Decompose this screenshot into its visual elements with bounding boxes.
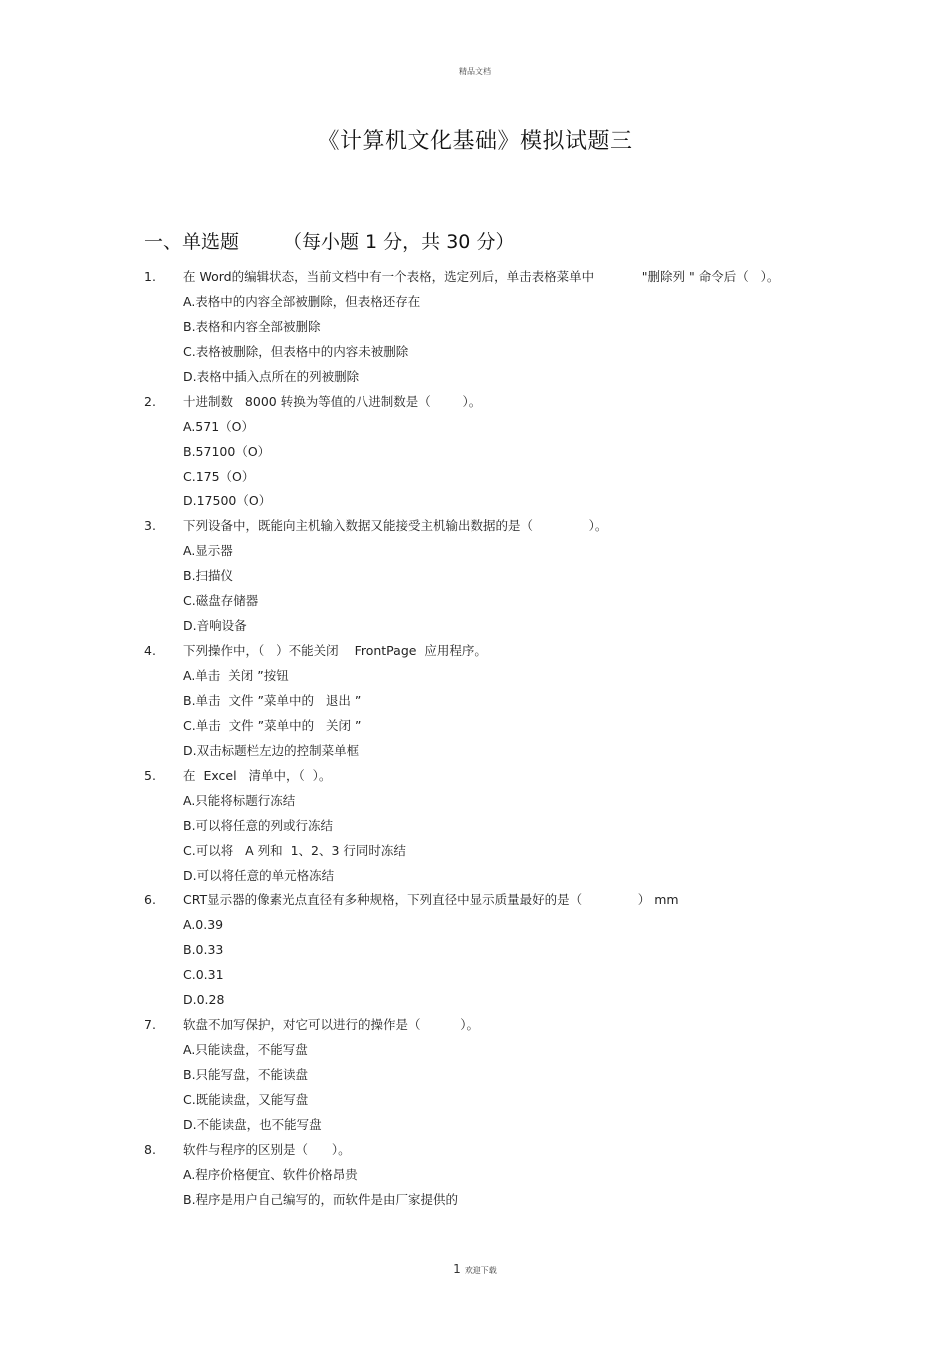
question-item	[0, 1138, 950, 1213]
answer-option-text: D.17500（O）	[183, 493, 272, 509]
answer-option	[0, 564, 950, 589]
answer-option	[0, 814, 950, 839]
answer-option	[0, 864, 950, 889]
footer-text: 欢迎下载	[464, 1266, 497, 1275]
answer-option-text: B.扫描仪	[183, 568, 234, 584]
question-item	[0, 764, 950, 889]
answer-option-text: A.单击 关闭 ”按钮	[183, 668, 289, 683]
answer-option	[0, 1088, 950, 1113]
question-stem-line	[0, 390, 950, 415]
section-scoring-note: （每小题 1 分，共 30 分）	[283, 231, 515, 253]
answer-option-text: A.显示器	[183, 543, 233, 559]
section-title: 一、单选题	[144, 231, 240, 253]
question-stem-line	[0, 888, 950, 913]
question-number: 1.	[144, 269, 156, 284]
page-number: 1	[453, 1262, 461, 1276]
question-stem-line	[0, 514, 950, 539]
answer-option	[0, 789, 950, 814]
question-stem: 在 Excel 清单中，（ ）。	[183, 767, 332, 783]
question-stem: 在 Word的编辑状态，当前文档中有一个表格，选定列后，单击表格菜单中 "删除列 " 命令后（ ）。	[183, 269, 780, 284]
answer-option-text: C.磁盘存储器	[183, 593, 259, 609]
page-footer	[0, 1258, 950, 1277]
question-number: 7.	[144, 1017, 156, 1033]
question-stem: 软盘不加写保护，对它可以进行的操作是（ ）。	[183, 1017, 479, 1033]
answer-option	[0, 614, 950, 639]
answer-option	[0, 539, 950, 564]
answer-option-text: C.175（O）	[183, 468, 255, 484]
answer-option-text: A.只能将标题行冻结	[183, 792, 296, 808]
question-list	[0, 265, 950, 1213]
answer-option	[0, 290, 950, 315]
answer-option-text: C.0.31	[183, 967, 224, 983]
answer-option	[0, 1063, 950, 1088]
answer-option	[0, 365, 950, 390]
question-item	[0, 639, 950, 764]
section-heading	[144, 227, 514, 254]
question-stem: 下列设备中，既能向主机输入数据又能接受主机输出数据的是（ ）。	[183, 518, 608, 534]
answer-option-text: D.可以将任意的单元格冻结	[183, 867, 335, 883]
answer-option	[0, 440, 950, 465]
question-stem-line	[0, 764, 950, 789]
document-title: 《计算机文化基础》模拟试题三	[317, 129, 633, 154]
answer-option	[0, 714, 950, 739]
answer-option	[0, 913, 950, 938]
question-item	[0, 1013, 950, 1138]
answer-option	[0, 839, 950, 864]
answer-option-text: D.0.28	[183, 992, 225, 1008]
question-item	[0, 514, 950, 639]
answer-option-text: D.表格中插入点所在的列被删除	[183, 368, 360, 384]
answer-option-text: B.57100（O）	[183, 443, 271, 459]
question-number: 4.	[144, 643, 156, 659]
question-item	[0, 390, 950, 515]
answer-option-text: B.0.33	[183, 942, 224, 958]
answer-option	[0, 1038, 950, 1063]
question-stem-line	[0, 265, 950, 290]
question-number: 8.	[144, 1141, 156, 1157]
answer-option	[0, 1113, 950, 1138]
question-stem-line	[0, 1013, 950, 1038]
answer-option	[0, 739, 950, 764]
answer-option	[0, 589, 950, 614]
answer-option-text: A.只能读盘，不能写盘	[183, 1042, 308, 1058]
answer-option-text: C.既能读盘，又能写盘	[183, 1091, 309, 1107]
answer-option	[0, 689, 950, 714]
answer-option	[0, 340, 950, 365]
answer-option-text: B.表格和内容全部被删除	[183, 318, 321, 334]
answer-option	[0, 1188, 950, 1213]
answer-option-text: B.单击 文件 ”菜单中的 退出 ”	[183, 692, 362, 708]
answer-option-text: A.程序价格便宜、软件价格昂贵	[183, 1166, 358, 1182]
question-stem: 下列操作中，（ ）不能关闭 FrontPage 应用程序。	[183, 643, 487, 659]
answer-option	[0, 938, 950, 963]
answer-option	[0, 489, 950, 514]
answer-option	[0, 415, 950, 440]
answer-option-text: A.0.39	[183, 917, 224, 933]
answer-option-text: D.双击标题栏左边的控制菜单框	[183, 742, 360, 758]
answer-option-text: B.可以将任意的列或行冻结	[183, 817, 334, 833]
answer-option	[0, 664, 950, 689]
answer-option-text: B.程序是用户自己编写的，而软件是由厂家提供的	[183, 1191, 459, 1207]
question-stem: 十进制数 8000 转换为等值的八进制数是（ ）。	[183, 393, 482, 409]
question-number: 6.	[144, 892, 156, 908]
question-number: 2.	[144, 393, 156, 409]
answer-option	[0, 465, 950, 490]
page-header: 精品文档	[459, 67, 491, 76]
answer-option	[0, 963, 950, 988]
question-number: 3.	[144, 518, 156, 534]
answer-option-text: C.单击 文件 ”菜单中的 关闭 ”	[183, 717, 362, 733]
answer-option-text: D.不能读盘，也不能写盘	[183, 1116, 322, 1132]
answer-option-text: A.571（O）	[183, 418, 255, 434]
question-stem: CRT显示器的像素光点直径有多种规格，下列直径中显示质量最好的是（ ） mm	[183, 892, 679, 908]
question-stem: 软件与程序的区别是（ ）。	[183, 1141, 351, 1157]
answer-option-text: C.表格被删除，但表格中的内容未被删除	[183, 343, 409, 359]
question-number: 5.	[144, 767, 156, 783]
answer-option-text: B.只能写盘，不能读盘	[183, 1067, 309, 1082]
question-item	[0, 265, 950, 390]
answer-option-text: D.音响设备	[183, 618, 247, 634]
answer-option	[0, 1163, 950, 1188]
answer-option	[0, 315, 950, 340]
question-item	[0, 888, 950, 1013]
answer-option-text: C.可以将 A 列和 1、2、3 行同时冻结	[183, 842, 406, 858]
answer-option	[0, 988, 950, 1013]
question-stem-line	[0, 1138, 950, 1163]
question-stem-line	[0, 639, 950, 664]
answer-option-text: A.表格中的内容全部被删除，但表格还存在	[183, 293, 421, 309]
